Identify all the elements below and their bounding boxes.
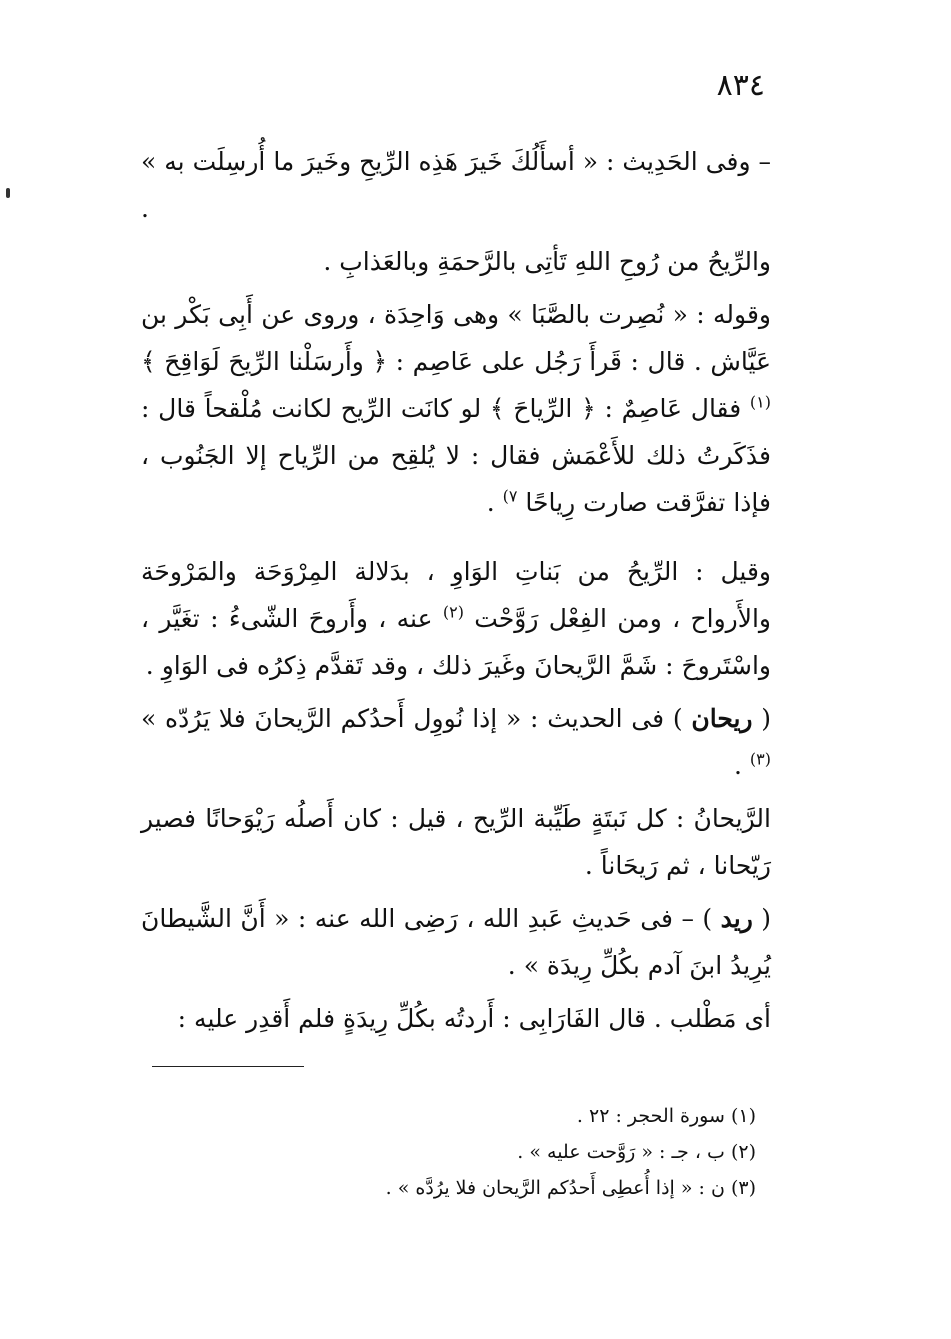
text-run: أى مَطْلب . قال الفَارَابِى : أَردتُه بكُلِّ رِيدَةٍ فلم أَقدِر عليه : bbox=[177, 1004, 771, 1033]
text-run: والرِّيحُ من رُوحِ اللهِ تَأتِى بالرَّحمَةِ وبالعَذابِ . bbox=[323, 247, 771, 276]
footnote-ref: (٣) bbox=[749, 749, 771, 769]
page-number: ٨٣٤ bbox=[716, 68, 765, 103]
paragraph bbox=[141, 795, 771, 889]
text-run: ( bbox=[752, 704, 772, 733]
footnote-3: (٣) ن : « إذا أُعطِى أَحدُكم الرَّيحان فلا يرُدَّه » . bbox=[385, 1177, 756, 1199]
footnote-ref: (١) bbox=[749, 392, 771, 412]
paragraph bbox=[141, 695, 771, 789]
paragraph bbox=[141, 238, 771, 285]
paragraph bbox=[141, 995, 771, 1042]
paragraph bbox=[141, 138, 771, 232]
footnote-ref: ٧) bbox=[502, 486, 518, 506]
text-run: ( bbox=[752, 904, 772, 933]
text-run: ) فى الحديث : « إذا نُووِل أَحدُكم الرَّيحانَ فلا يَرُدّه » bbox=[141, 704, 692, 733]
paragraph bbox=[141, 895, 771, 989]
footnote-2: (٢) ب ، جـ : « رَوَّحت عليه » . bbox=[517, 1141, 756, 1163]
paragraph bbox=[141, 291, 771, 526]
footnotes bbox=[156, 1098, 756, 1206]
text-run: الرَّيحانُ : كل نَبتَةٍ طَيِّبة الرِّيح ، قيل : كان أَصلُه رَيْوَحانًا فصير رَيّحانا ، ثم رَيحَاناً . bbox=[141, 804, 771, 880]
footnote-ref: (٢) bbox=[442, 602, 464, 622]
headword: ريحان bbox=[691, 704, 753, 733]
text-run: عنه ، وأَروحَ الشّىءُ : تغَيَّر ، واسْتَروحَ : شَمَّ الرَّيحانَ وغَيرَ ذلك ، وقد تَقدَّم ذِكرُه فى الوَاوِ . bbox=[141, 604, 771, 680]
headword: ريد bbox=[720, 904, 753, 933]
text-run: وقيل : الرِّيحُ من بَناتِ الوَاوِ ، بدَلالة المِرْوَحَة والمَرْوحَة والأَرواح ، ومن الفِعْل رَوَّحْت bbox=[141, 557, 771, 633]
text-run: وقوله : « نُصِرت بالصَّبَا » وهى وَاحِدَة ، وروى عن أَبِى بَكْر بن عَيَّاش . قال : قَرأَ رَجُل على عَاصِم : ﴿ وأَرسَلْنا الرِّيحَ لَوَاقِحَ ﴾ bbox=[141, 300, 771, 376]
footnote-1: (١) سورة الحجر : ٢٢ . bbox=[576, 1105, 756, 1127]
main-text bbox=[141, 138, 771, 1042]
paragraph bbox=[141, 548, 771, 689]
text-run: – وفى الحَدِيث : « أسأَلُكَ خَيرَ هَذِه الرِّيحِ وخَيرَ ما أُرسِلَت به » . bbox=[141, 147, 771, 223]
scan-edge-mark bbox=[6, 188, 10, 198]
text-run: ) – فى حَديثِ عَبدِ الله ، رَضِى الله عنه : « أَنَّ الشَّيطانَ يُرِيدُ ابنَ آدم بكُلِّ رِيدَة » . bbox=[141, 904, 771, 980]
text-run: . bbox=[734, 751, 750, 780]
text-run: . bbox=[486, 488, 503, 517]
text-run: فقال عَاصِمٌ : ﴿ الرِّياحَ ﴾ لو كانَت الرِّيح لكانت مُلْقحاً قال : فذَكَرتُ ذلك للأَعْمَش فقال : لا يُلقِح من الرِّياح إلا الجَنُوب ، فإذا تفرَّقت صارت رِياحًا bbox=[141, 394, 771, 517]
